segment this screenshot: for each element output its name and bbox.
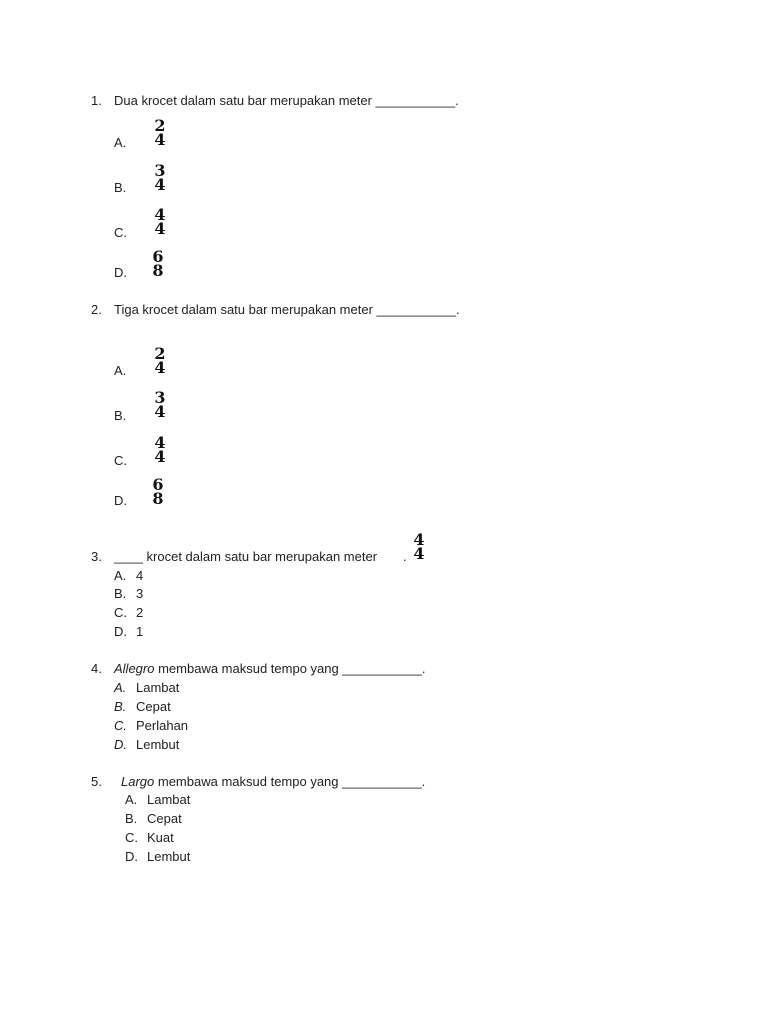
- time-signature: [154, 433, 166, 466]
- time-signature: [154, 388, 166, 421]
- option-text: 1: [136, 624, 144, 639]
- time-signature-bottom: 4: [154, 358, 166, 377]
- time-signature-top: 4: [154, 433, 166, 452]
- time-signature: [413, 530, 425, 563]
- time-signature-bottom: 8: [152, 261, 164, 280]
- question-number: 4.: [91, 661, 102, 676]
- time-signature-bottom: 4: [413, 544, 425, 563]
- option-letter: A.: [114, 568, 127, 583]
- time-signature-top: 6: [152, 475, 164, 494]
- time-signature-top: 3: [154, 388, 166, 407]
- option-text: 3: [136, 586, 144, 601]
- time-signature-top: 4: [154, 205, 166, 224]
- option-letter: D.: [125, 849, 138, 864]
- time-signature: [154, 205, 166, 238]
- question-number: 1.: [91, 93, 102, 108]
- tempo-term: Allegro: [114, 661, 155, 676]
- time-signature-bottom: 4: [154, 175, 166, 194]
- question-text: ____ krocet dalam satu bar merupakan meter: [114, 549, 378, 564]
- option-letter: D.: [114, 265, 127, 280]
- time-signature-bottom: 4: [154, 447, 166, 466]
- time-signature-top: 2: [154, 344, 166, 363]
- option-letter: C.: [114, 225, 127, 240]
- option-text: Lambat: [136, 680, 180, 695]
- option-letter: A.: [114, 680, 127, 695]
- question-line: [114, 661, 426, 677]
- time-signature: [154, 344, 166, 377]
- option-text: Cepat: [136, 699, 171, 714]
- time-signature-top: 6: [152, 247, 164, 266]
- question-suffix: .: [403, 549, 407, 564]
- option-text: Lambat: [147, 792, 191, 807]
- option-letter: B.: [114, 408, 127, 423]
- option-letter: B.: [114, 699, 127, 714]
- time-signature-top: 3: [154, 161, 166, 180]
- option-text: 2: [136, 605, 144, 620]
- option-text: Perlahan: [136, 718, 189, 733]
- option-text: 4: [136, 568, 144, 583]
- question-text: membawa maksud tempo yang ___________.: [157, 774, 426, 789]
- option-text: Cepat: [147, 811, 182, 826]
- question-number: 2.: [91, 302, 102, 317]
- tempo-term: Largo: [121, 774, 155, 789]
- option-letter: A.: [125, 792, 138, 807]
- option-letter: B.: [114, 586, 127, 601]
- question-text: Dua krocet dalam satu bar merupakan meter ___________.: [114, 93, 459, 108]
- time-signature: [154, 161, 166, 194]
- option-text: Kuat: [147, 830, 174, 845]
- time-signature-bottom: 8: [152, 489, 164, 508]
- time-signature-bottom: 4: [154, 402, 166, 421]
- time-signature-top: 2: [154, 116, 166, 135]
- question-text: membawa maksud tempo yang ___________.: [158, 661, 426, 676]
- time-signature-top: 4: [413, 530, 425, 549]
- option-letter: A.: [114, 135, 127, 150]
- option-letter: C.: [114, 605, 127, 620]
- option-text: Lembut: [136, 737, 180, 752]
- option-letter: C.: [114, 453, 127, 468]
- option-letter: C.: [125, 830, 138, 845]
- option-text: Lembut: [147, 849, 191, 864]
- question-line: [121, 774, 425, 790]
- question-text: Tiga krocet dalam satu bar merupakan meter ___________.: [114, 302, 460, 317]
- option-letter: D.: [114, 493, 127, 508]
- option-letter: D.: [114, 737, 127, 752]
- time-signature-bottom: 4: [154, 219, 166, 238]
- time-signature: [152, 475, 164, 508]
- option-letter: D.: [114, 624, 127, 639]
- time-signature: [152, 247, 164, 280]
- time-signature: [154, 116, 166, 149]
- time-signature-bottom: 4: [154, 130, 166, 149]
- option-letter: A.: [114, 363, 127, 378]
- option-letter: B.: [114, 180, 127, 195]
- question-number: 3.: [91, 549, 102, 564]
- question-number: 5.: [91, 774, 102, 789]
- option-letter: B.: [125, 811, 138, 826]
- option-letter: C.: [114, 718, 127, 733]
